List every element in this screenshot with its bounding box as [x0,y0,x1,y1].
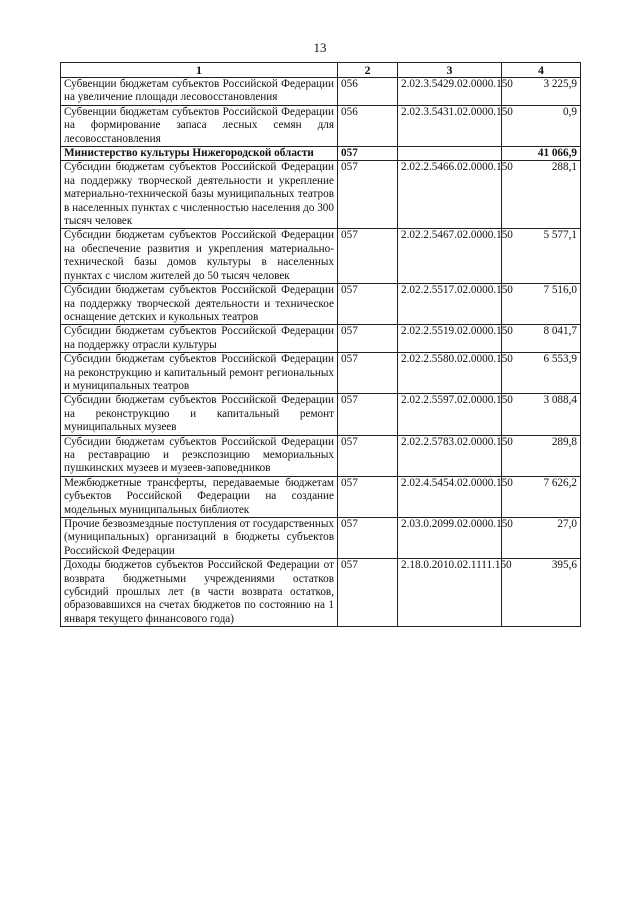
row-code-cell: 057 [338,161,398,229]
row-name-cell: Субсидии бюджетам субъектов Российской Федерации на реконструкцию и капитальный ремонт муниципальных музеев [61,394,338,435]
row-amount-cell: 5 577,1 [502,229,581,284]
row-kbk-cell: 2.02.3.5431.02.0000.150 [398,105,502,146]
row-name-cell: Субсидии бюджетам субъектов Российской Федерации на обеспечение развития и укрепления материально-технической базы домов культуры в населенных пунктах с числом жителей до 50 тысяч человек [61,229,338,284]
row-kbk-cell: 2.02.2.5580.02.0000.150 [398,353,502,394]
row-amount-cell: 3 225,9 [502,78,581,106]
budget-table [60,62,581,627]
column-header-2: 2 [338,63,398,78]
row-code-cell: 057 [338,229,398,284]
row-kbk-cell [398,147,502,161]
table-header-row [61,63,581,78]
column-header-4: 4 [502,63,581,78]
row-amount-cell: 7 516,0 [502,284,581,325]
row-kbk-cell: 2.02.2.5466.02.0000.150 [398,161,502,229]
row-code-cell: 056 [338,78,398,106]
row-kbk-cell: 2.02.3.5429.02.0000.150 [398,78,502,106]
row-code-cell: 057 [338,353,398,394]
row-name-cell: Прочие безвозмездные поступления от государственных (муниципальных) организаций в бюджеты субъектов Российской Федерации [61,518,338,559]
row-code-cell: 057 [338,476,398,517]
table-row [61,284,581,325]
table-row [61,78,581,106]
row-amount-cell: 3 088,4 [502,394,581,435]
row-name-cell: Субвенции бюджетам субъектов Российской Федерации на формирование запаса лесных семян для лесовосстановления [61,105,338,146]
row-code-cell: 056 [338,105,398,146]
row-kbk-cell: 2.02.2.5467.02.0000.150 [398,229,502,284]
table-row [61,518,581,559]
row-code-cell: 057 [338,394,398,435]
row-code-cell: 057 [338,147,398,161]
row-amount-cell: 41 066,9 [502,147,581,161]
table-row [61,325,581,353]
table-row [61,147,581,161]
row-amount-cell: 288,1 [502,161,581,229]
row-kbk-cell: 2.02.2.5783.02.0000.150 [398,435,502,476]
row-name-cell: Субвенции бюджетам субъектов Российской Федерации на увеличение площади лесовосстановления [61,78,338,106]
row-amount-cell: 395,6 [502,559,581,627]
row-name-cell: Доходы бюджетов субъектов Российской Федерации от возврата бюджетными учреждениями остатков субсидий прошлых лет (в части возврата остатков, образовавшихся на счетах бюджетов по состоянию на 1 января текущего финансового года) [61,559,338,627]
table-row [61,435,581,476]
row-code-cell: 057 [338,325,398,353]
row-code-cell: 057 [338,435,398,476]
row-amount-cell: 0,9 [502,105,581,146]
page-number: 13 [313,40,327,55]
row-amount-cell: 6 553,9 [502,353,581,394]
row-kbk-cell: 2.02.4.5454.02.0000.150 [398,476,502,517]
row-name-cell: Субсидии бюджетам субъектов Российской Федерации на поддержку творческой деятельности и техническое оснащение детских и кукольных театров [61,284,338,325]
table-row [61,476,581,517]
row-name-cell: Министерство культуры Нижегородской области [61,147,338,161]
table-row [61,394,581,435]
row-name-cell: Субсидии бюджетам субъектов Российской Федерации на поддержку творческой деятельности и укрепление материально-технической базы муниципальных театров в населенных пунктах с численностью населения до 300 тысяч человек [61,161,338,229]
row-kbk-cell: 2.02.2.5597.02.0000.150 [398,394,502,435]
table-row [61,105,581,146]
table-row [61,559,581,627]
table-row [61,161,581,229]
row-amount-cell: 27,0 [502,518,581,559]
row-kbk-cell: 2.03.0.2099.02.0000.150 [398,518,502,559]
row-amount-cell: 8 041,7 [502,325,581,353]
table-row [61,353,581,394]
row-code-cell: 057 [338,518,398,559]
row-kbk-cell: 2.18.0.2010.02.1111.150 [398,559,502,627]
row-kbk-cell: 2.02.2.5519.02.0000.150 [398,325,502,353]
row-name-cell: Субсидии бюджетам субъектов Российской Федерации на реконструкцию и капитальный ремонт региональных и муниципальных театров [61,353,338,394]
row-name-cell: Межбюджетные трансферты, передаваемые бюджетам субъектов Российской Федерации на создание модельных муниципальных библиотек [61,476,338,517]
row-amount-cell: 289,8 [502,435,581,476]
row-code-cell: 057 [338,284,398,325]
row-amount-cell: 7 626,2 [502,476,581,517]
row-name-cell: Субсидии бюджетам субъектов Российской Федерации на реставрацию и реэкспозицию мемориальных пушкинских музеев и музеев-заповедников [61,435,338,476]
row-code-cell: 057 [338,559,398,627]
column-header-3: 3 [398,63,502,78]
row-name-cell: Субсидии бюджетам субъектов Российской Федерации на поддержку отрасли культуры [61,325,338,353]
table-row [61,229,581,284]
column-header-1: 1 [61,63,338,78]
row-kbk-cell: 2.02.2.5517.02.0000.150 [398,284,502,325]
